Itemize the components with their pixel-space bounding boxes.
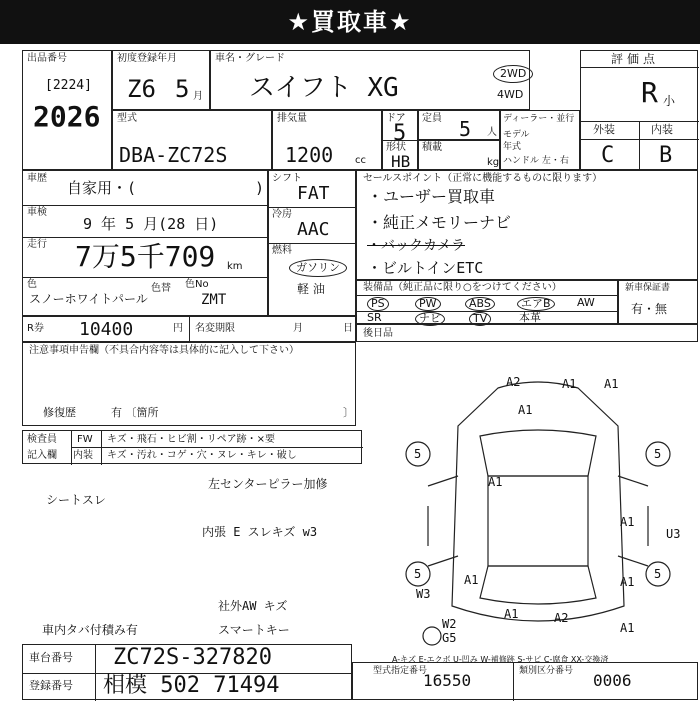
comment-6: スマートキー [218, 623, 290, 637]
footer-right [352, 662, 698, 700]
comment-4: 社外AW キズ [218, 599, 288, 613]
capacity-label: 定員 [422, 113, 442, 124]
color-no-value: ZMT [201, 292, 227, 308]
equip-sr: SR [367, 311, 382, 324]
color-label: 色 [27, 279, 37, 290]
mark-5-rl: 5 [414, 567, 422, 581]
first-reg-cell [112, 50, 210, 110]
capacity-cell [418, 110, 500, 140]
first-reg-year: Z6 [127, 75, 156, 103]
recycle-value: 10400 [79, 319, 134, 340]
comment-2: シートスレ [46, 493, 106, 507]
equip-tv: TV [469, 312, 491, 326]
mark-a2-rear: A2 [554, 611, 569, 625]
details-cell [22, 170, 268, 316]
page-banner: ★買取車★ [0, 0, 700, 44]
mark-5-fr: 5 [654, 447, 662, 461]
equip-navi: ナビ [415, 312, 445, 326]
sales-point-2: ・純正メモリーナビ [367, 213, 512, 232]
notes-label: 注意事項申告欄（不具合内容等は具体的に記入して下さい） [29, 345, 299, 356]
mark-u3: U3 [666, 527, 681, 541]
inspection-label: 車検 [27, 207, 47, 218]
usage-close: ) [255, 179, 265, 197]
lot-label: 出品番号 [27, 53, 67, 64]
name-cell [210, 50, 530, 110]
color-no-label: 色No [185, 279, 209, 290]
plate-label: 登録番号 [29, 679, 73, 692]
mark-a1-rl: A1 [464, 573, 479, 587]
capacity-value: 5 [459, 117, 472, 141]
equip-abs: ABS [465, 297, 495, 311]
mark-a1-rr: A1 [620, 575, 635, 589]
mark-a2-front: A2 [506, 375, 521, 389]
score-sub: 小 [663, 94, 676, 108]
lot-number: 2026 [33, 100, 101, 133]
model-value: DBA-ZC72S [119, 143, 228, 167]
sales-point-1: ・ユーザー買取車 [367, 187, 496, 206]
class-value: 0006 [593, 671, 632, 690]
interior-codes: キズ・汚れ・コゲ・穴・ヌレ・キレ・破し [107, 450, 297, 461]
mark-a1-left: A1 [488, 475, 503, 489]
shift-value: FAT [297, 183, 330, 204]
displacement-label: 排気量 [277, 113, 307, 124]
chassis-value: ZC72S-327820 [113, 645, 272, 670]
equip-pw: PW [415, 297, 441, 311]
displacement-unit: cc [355, 155, 366, 166]
load-cell [418, 140, 500, 170]
doors-value: 5 [393, 121, 407, 146]
fuel-label: 燃料 [272, 245, 292, 256]
displacement-value: 1200 [285, 143, 334, 167]
sales-point-4: ・ビルトインETC [367, 259, 484, 277]
car-damage-diagram [388, 366, 688, 656]
recycle-label: R券 [27, 323, 44, 334]
mark-a1-front-2: A1 [604, 377, 619, 391]
name-value: スイフト XG [249, 73, 399, 103]
notes-cell [22, 342, 356, 426]
footer-left [22, 644, 352, 700]
color-value: スノーホワイトパール [29, 292, 148, 306]
comment-3: 内張 E スレキズ w3 [202, 525, 318, 539]
equip-leather: 本革 [519, 311, 541, 324]
interior-label: 内装 [651, 123, 673, 136]
mark-w3: W3 [416, 587, 431, 601]
mark-w2: W2 [442, 617, 457, 631]
sales-points-label: セールスポイント（正常に機能するものに限ります） [363, 173, 603, 184]
score-value: R [641, 76, 658, 109]
warranty-value: 有・無 [631, 302, 668, 316]
shape-label: 形状 [386, 142, 406, 153]
fuel-value: ガソリン [289, 259, 347, 277]
shift-cell [268, 170, 356, 316]
designated-label: 型式指定番号 [373, 666, 428, 676]
designated-value: 16550 [423, 671, 472, 690]
fw-label: FW [77, 434, 93, 445]
equip-ps: PS [367, 297, 389, 311]
mark-a1-trunk: A1 [504, 607, 519, 621]
day-label: 日 [343, 323, 353, 334]
rear-seat-label: 後日品 [363, 328, 393, 339]
inspection-codes [22, 430, 362, 464]
yen-unit: 円 [173, 323, 183, 334]
ac-label: 冷房 [272, 209, 292, 220]
mark-a1-spare: A1 [620, 621, 635, 635]
model-year-label: モデル年式 [503, 130, 530, 152]
fw-codes: キズ・飛石・ヒビ割・リペア跡・×要 [107, 434, 275, 445]
ac-value: AAC [297, 219, 330, 240]
color-change-label: 色替 [151, 283, 171, 294]
diagram-legend: A-キズ E-エクボ U-凹み W-補修跡 S-サビ C-腐食 XX-交換済 [392, 655, 609, 664]
interior-code-label: 内装 [73, 450, 93, 461]
doors-label: ドア [386, 113, 406, 124]
interior-value: B [659, 143, 673, 168]
shape-value: HB [391, 152, 411, 171]
auction-sheet [22, 50, 698, 700]
equipment-label: 装備品（純正品に限り○をつけてください） [363, 282, 562, 293]
displacement-cell [272, 110, 382, 170]
fill-label: 記入欄 [27, 450, 57, 461]
name-change-label: 名変期限 [195, 323, 235, 334]
sales-points-cell [356, 170, 698, 280]
comment-5: 車内タバ付積み有 [42, 623, 138, 637]
fuel-other: 軽 油 [297, 282, 325, 296]
repair-label: 修復歴 [43, 406, 76, 419]
exterior-value: C [601, 143, 615, 168]
warranty-cell [618, 280, 698, 324]
chassis-label: 車台番号 [29, 651, 73, 664]
score-label: 評価点 [611, 52, 660, 66]
mark-g5: G5 [442, 631, 457, 645]
mark-5-fl: 5 [414, 447, 422, 461]
dealer-label: ディーラー・並行 [503, 114, 575, 124]
rear-item-cell [356, 324, 698, 342]
shape-cell [382, 140, 418, 170]
exterior-label: 外装 [593, 123, 615, 136]
mark-a1-hood: A1 [518, 403, 533, 417]
repair-value: 有 〔箇所 [111, 406, 159, 419]
month-label: 月 [293, 323, 303, 334]
first-reg-label: 初度登録年月 [117, 53, 177, 64]
lot-small: [2224] [45, 78, 92, 93]
mark-5-rr: 5 [654, 567, 662, 581]
score-cell [580, 50, 698, 170]
inspector-label: 検査員 [27, 434, 57, 445]
first-reg-month: 5 [175, 75, 190, 103]
usage-value: 自家用・( [67, 179, 137, 197]
capacity-unit: 人 [487, 127, 497, 138]
class-label: 類別区分番号 [519, 666, 574, 676]
equip-aw: AW [577, 296, 595, 309]
load-label: 積載 [422, 142, 442, 153]
lot-cell [22, 50, 112, 170]
recycle-cell [22, 316, 356, 342]
mileage-value: 7万5千709 [75, 240, 216, 273]
month-unit: 月 [193, 91, 203, 102]
comment-1: 左センターピラー加修 [208, 477, 328, 491]
equipment-cell [356, 280, 618, 324]
sales-point-3: ・バックカメラ [367, 238, 465, 254]
drive-4wd: 4WD [497, 88, 524, 101]
usage-label: 車歴 [27, 173, 47, 184]
dealer-cell [500, 110, 580, 170]
mileage-label: 走行 [27, 239, 47, 250]
mark-a1-front-1: A1 [562, 377, 577, 391]
handle-label: ハンドル 左・右 [503, 156, 569, 166]
repair-close: 〕 [343, 406, 354, 419]
drive-2wd: 2WD [493, 65, 533, 83]
warranty-label: 新車保証書 [625, 283, 671, 293]
mileage-unit: km [227, 261, 243, 272]
inspection-value: 9 年 5 月(28 日) [83, 215, 219, 233]
load-unit: kg [487, 157, 500, 168]
name-label: 車名・グレード [215, 53, 285, 64]
plate-value: 相模 502 71494 [103, 673, 280, 698]
equip-airbag: エアB [517, 297, 555, 311]
mark-a1-right: A1 [620, 515, 635, 529]
model-label: 型式 [117, 113, 137, 124]
shift-label: シフト [272, 173, 302, 184]
model-cell [112, 110, 272, 170]
